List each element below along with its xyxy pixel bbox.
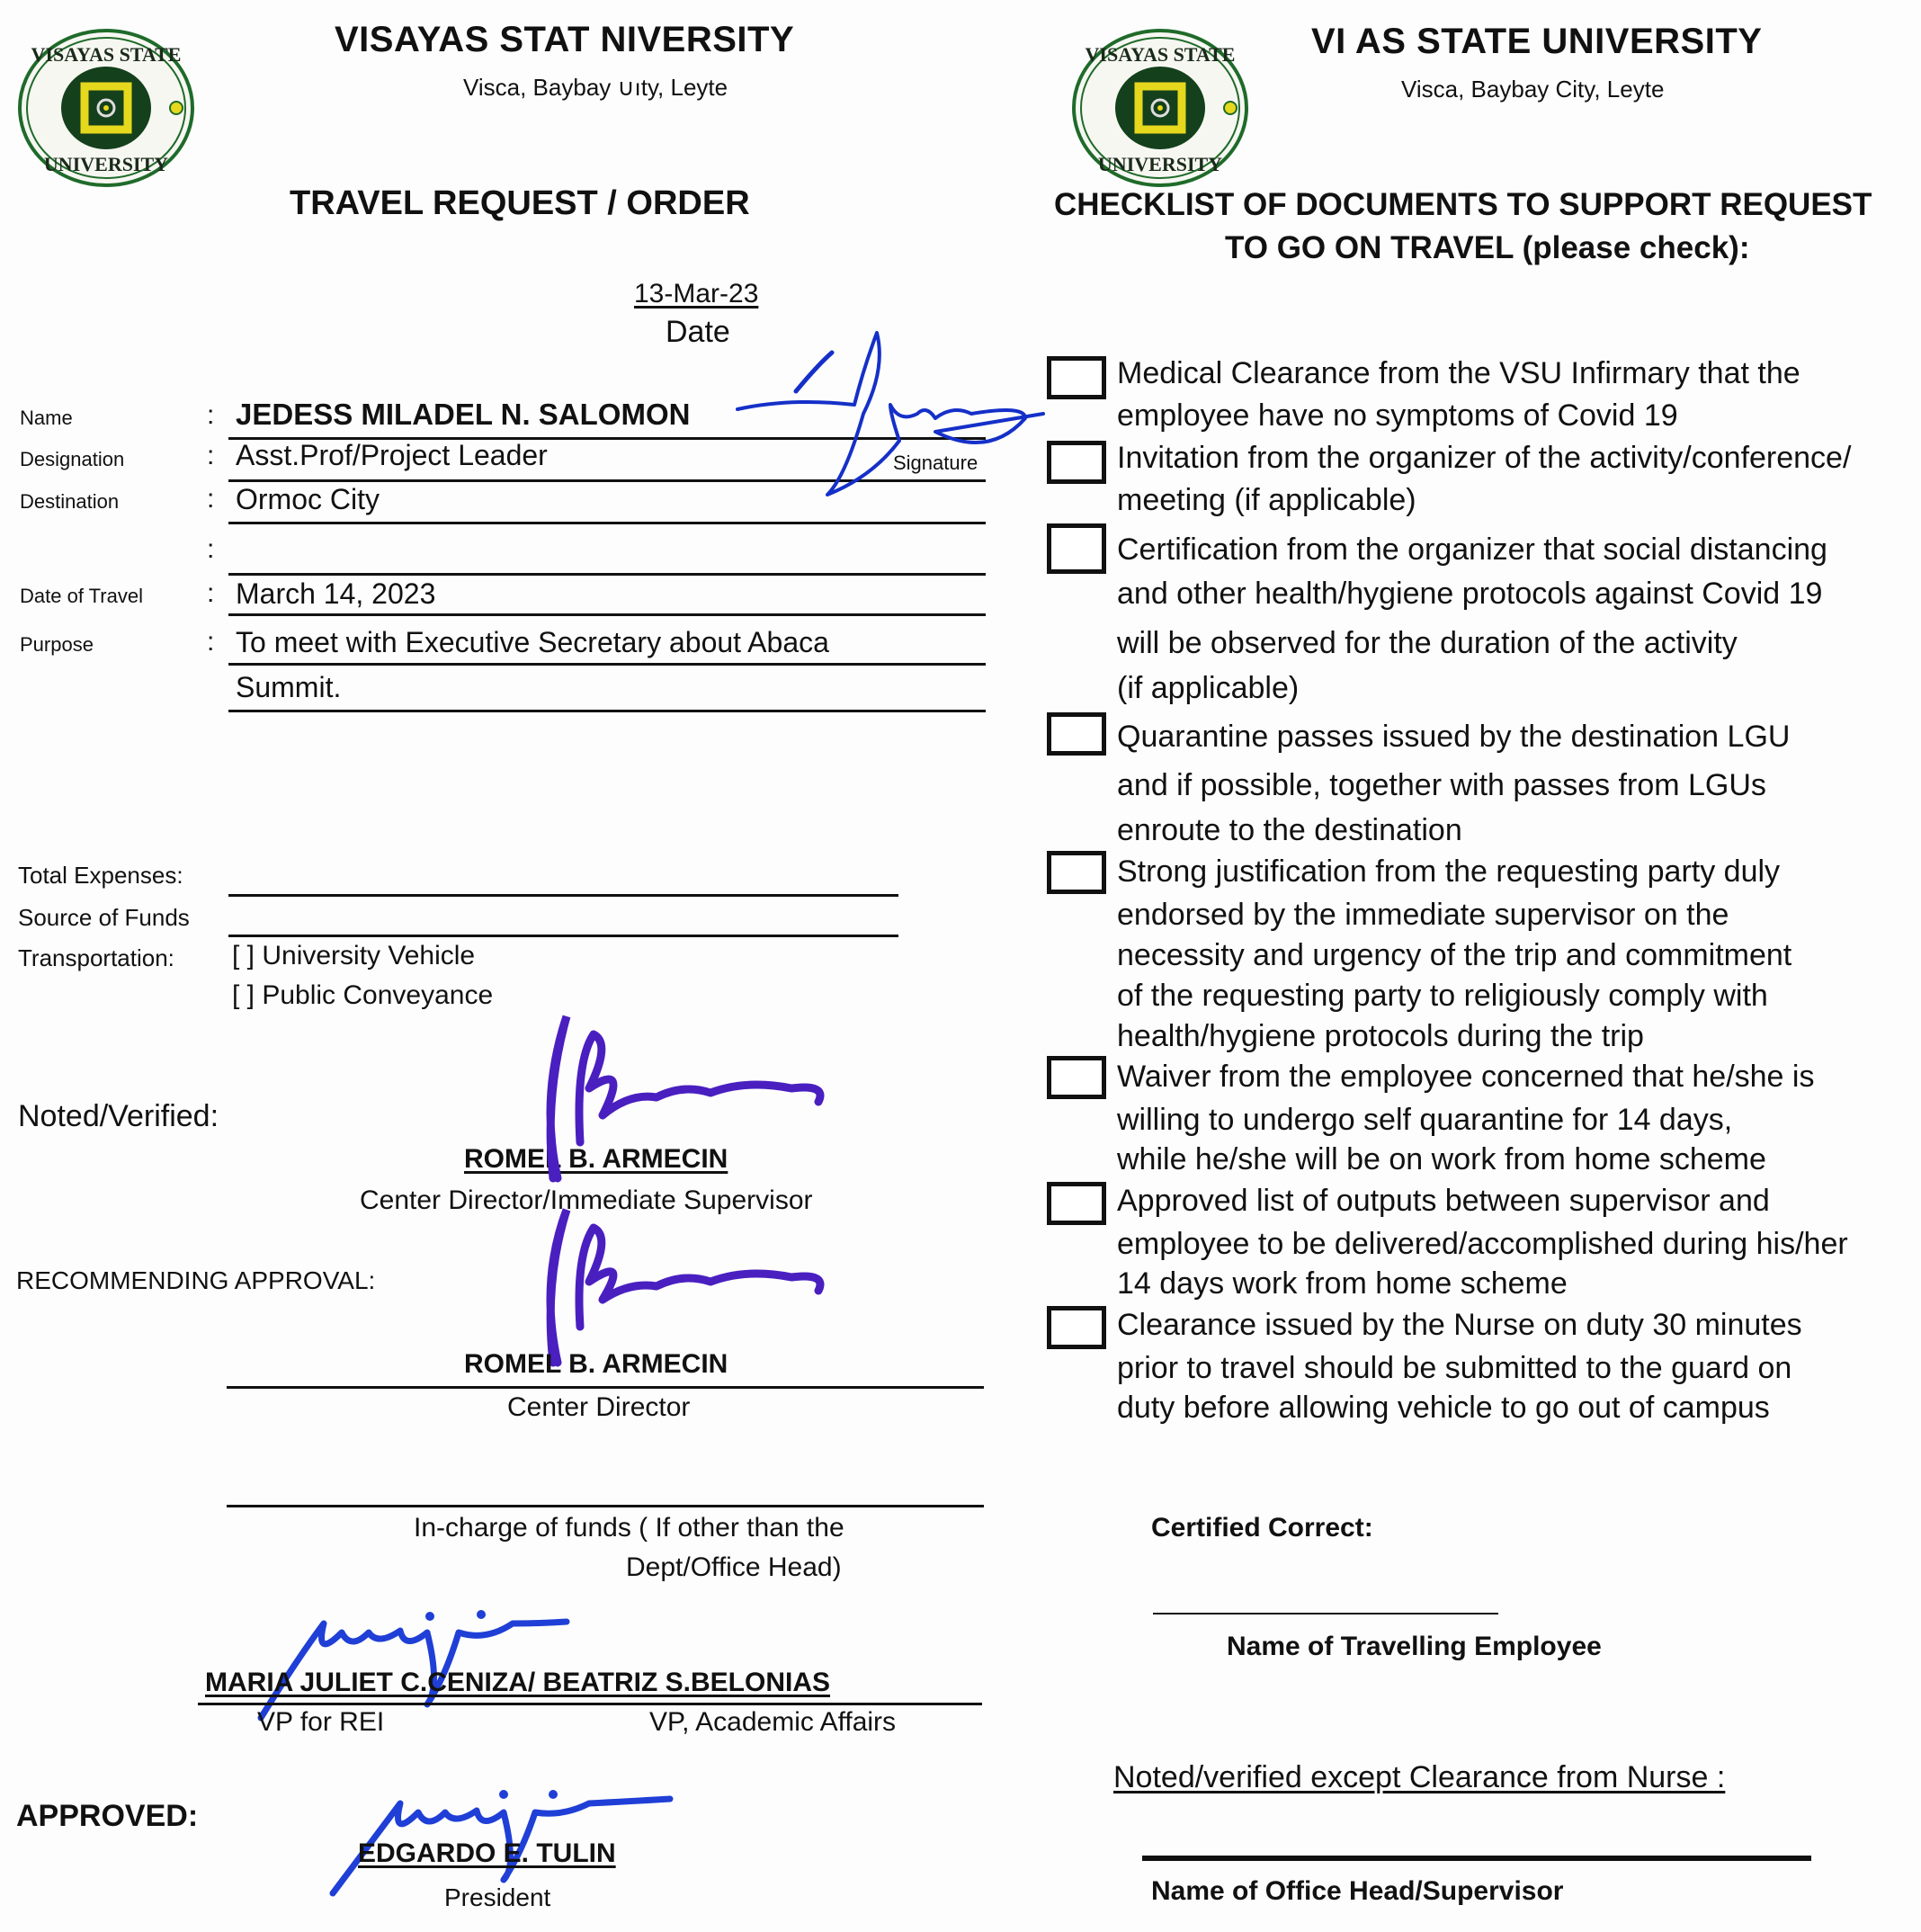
noted-signature-icon [531,1007,854,1187]
colon: : [207,400,215,430]
source-of-funds-underline [228,935,898,937]
date-of-travel-field[interactable]: March 14, 2023 [236,577,436,610]
checklist-item-text: Waiver from the employee concerned that he/she is [1117,1060,1815,1094]
checklist-item-text: will be observed for the duration of the activity [1117,626,1738,660]
designation-label: Designation [20,448,125,470]
checkbox-waiver[interactable] [1047,1056,1106,1099]
checklist-item-text: enroute to the destination [1117,813,1462,847]
funds-signature-line [227,1505,984,1507]
destination-field[interactable]: Ormoc City [236,483,380,515]
purpose-field-line2[interactable]: Summit. [236,671,342,703]
employee-signature-line[interactable] [1153,1613,1498,1614]
approved-label: APPROVED: [16,1799,199,1833]
checklist-item-text: employee have no symptoms of Covid 19 [1117,398,1678,433]
recommending-signatory-name: ROMEL B. ARMECIN [464,1349,728,1379]
source-of-funds-label: Source of Funds [18,904,190,931]
purpose-underline-1 [228,663,986,666]
checklist-item-text: Strong justification from the requesting party duly [1117,854,1781,889]
total-expenses-underline [228,894,898,897]
colon: : [207,578,215,608]
checklist-item-text: health/hygiene protocols during the trip [1117,1019,1644,1053]
checklist-item-text: of the requesting party to religiously comply with [1117,979,1768,1013]
checklist-item-text: while he/she will be on work from home scheme [1117,1142,1766,1176]
checklist-item-text: Clearance issued by the Nurse on duty 30 minutes [1117,1308,1802,1342]
university-seal-icon [16,27,196,189]
university-seal-icon [1070,27,1250,189]
page-title: TRAVEL REQUEST / ORDER [290,184,750,222]
destination-label: Destination [20,490,120,513]
purpose-field-line1[interactable]: To meet with Executive Secretary about Abaca [236,626,829,658]
vp-position-right: VP, Academic Affairs [649,1707,897,1737]
university-address: Visca, Baybay ∪ıty, Leyte [463,74,728,101]
checkbox-invitation[interactable] [1047,441,1106,484]
purpose-label: Purpose [20,633,94,656]
checklist-item-text: necessity and urgency of the trip and commitment [1117,938,1792,972]
recommending-underline [227,1386,984,1389]
transportation-label: Transportation: [18,944,174,971]
checklist-item-text: Medical Clearance from the VSU Infirmary that the [1117,356,1800,390]
checklist-item-text: duty before allowing vehicle to go out of campus [1117,1391,1770,1425]
funds-label-line1: In-charge of funds ( If other than the [414,1513,844,1543]
checkbox-approved-outputs[interactable] [1047,1182,1106,1225]
checklist-item-text: meeting (if applicable) [1117,483,1416,517]
president-name: EDGARDO E. TULIN [358,1838,616,1868]
checklist-title-line2: TO GO ON TRAVEL (please check): [1225,230,1750,265]
svg-text:VISAYAS STATE: VISAYAS STATE [1085,43,1236,66]
checkbox-medical-clearance[interactable] [1047,356,1106,399]
checklist-item-text: endorsed by the immediate supervisor on the [1117,898,1729,932]
svg-text:UNIVERSITY: UNIVERSITY [43,153,169,175]
checklist-item-text: (if applicable) [1117,671,1300,705]
checkbox-nurse-clearance[interactable] [1047,1306,1106,1349]
vp-underline [198,1703,982,1705]
destination-underline [228,522,986,524]
checklist-item-text: Invitation from the organizer of the activity/conference/ [1117,441,1852,475]
date-of-travel-label: Date of Travel [20,585,143,607]
date-label: Date [666,315,730,349]
recommending-approval-label: RECOMMENDING APPROVAL: [16,1266,376,1294]
checkbox-certification[interactable] [1047,523,1106,574]
total-expenses-label: Total Expenses: [18,862,183,889]
request-date: 13-Mar-23 [634,279,759,309]
checklist-item-text: and if possible, together with passes from LGUs [1117,768,1766,802]
colon: : [207,484,215,514]
noted-signatory-position: Center Director/Immediate Supervisor [360,1185,813,1215]
noted-signatory-name: ROMEL B. ARMECIN [464,1144,728,1174]
name-field[interactable]: JEDESS MILADEL N. SALOMON [236,398,691,431]
checklist-item-text: 14 days work from home scheme [1117,1266,1568,1301]
checklist-item-text: Certification from the organizer that social distancing [1117,532,1827,567]
colon: : [207,534,215,564]
colon: : [207,441,215,470]
recommending-signature-icon [531,1201,854,1363]
president-signature-icon [328,1767,679,1898]
checklist-item-text: Quarantine passes issued by the destination LGU [1117,720,1791,754]
colon: : [207,627,215,657]
extra-underline [228,573,986,576]
employee-signature-icon [719,315,1043,504]
checkbox-quarantine-passes[interactable] [1047,712,1106,756]
vp-position-left: VP for REI [257,1707,385,1737]
noted-except-nurse-label: Noted/verified except Clearance from Nurse : [1113,1760,1726,1794]
date-of-travel-underline [228,613,986,616]
travelling-employee-label: Name of Travelling Employee [1227,1632,1602,1661]
purpose-underline-2 [228,710,986,712]
university-name: VI AS STATE UNIVERSITY [1311,22,1763,61]
university-name: VISAYAS STAT NIVERSITY [335,20,795,59]
office-head-signature-line[interactable] [1142,1856,1811,1861]
designation-field[interactable]: Asst.Prof/Project Leader [236,439,548,471]
svg-text:VISAYAS STATE: VISAYAS STATE [31,43,182,66]
checklist-item-text: willing to undergo self quarantine for 14 days, [1117,1103,1733,1137]
noted-verified-label: Noted/Verified: [18,1099,219,1133]
recommending-signatory-position: Center Director [507,1392,691,1422]
office-head-label: Name of Office Head/Supervisor [1151,1876,1564,1906]
university-address: Visca, Baybay City, Leyte [1401,76,1665,103]
president-position: President [444,1883,551,1911]
name-label: Name [20,407,73,429]
checkbox-strong-justification[interactable] [1047,851,1106,894]
transport-option-university-vehicle[interactable]: [ ] University Vehicle [232,941,476,970]
checklist-item-text: prior to travel should be submitted to the guard on [1117,1351,1792,1385]
funds-label-line2: Dept/Office Head) [626,1552,842,1582]
transport-option-public-conveyance[interactable]: [ ] Public Conveyance [232,980,494,1010]
vp-signatory-names: MARIA JULIET C.CENIZA/ BEATRIZ S.BELONIAS [205,1668,831,1697]
checklist-item-text: Approved list of outputs between supervisor and [1117,1184,1770,1218]
svg-text:UNIVERSITY: UNIVERSITY [1097,153,1223,175]
checklist-item-text: and other health/hygiene protocols against Covid 19 [1117,577,1823,611]
checklist-item-text: employee to be delivered/accomplished during his/her [1117,1227,1848,1261]
certified-correct-label: Certified Correct: [1151,1513,1373,1543]
checklist-title-line1: CHECKLIST OF DOCUMENTS TO SUPPORT REQUEST [1054,187,1872,222]
signature-label: Signature [893,452,978,474]
